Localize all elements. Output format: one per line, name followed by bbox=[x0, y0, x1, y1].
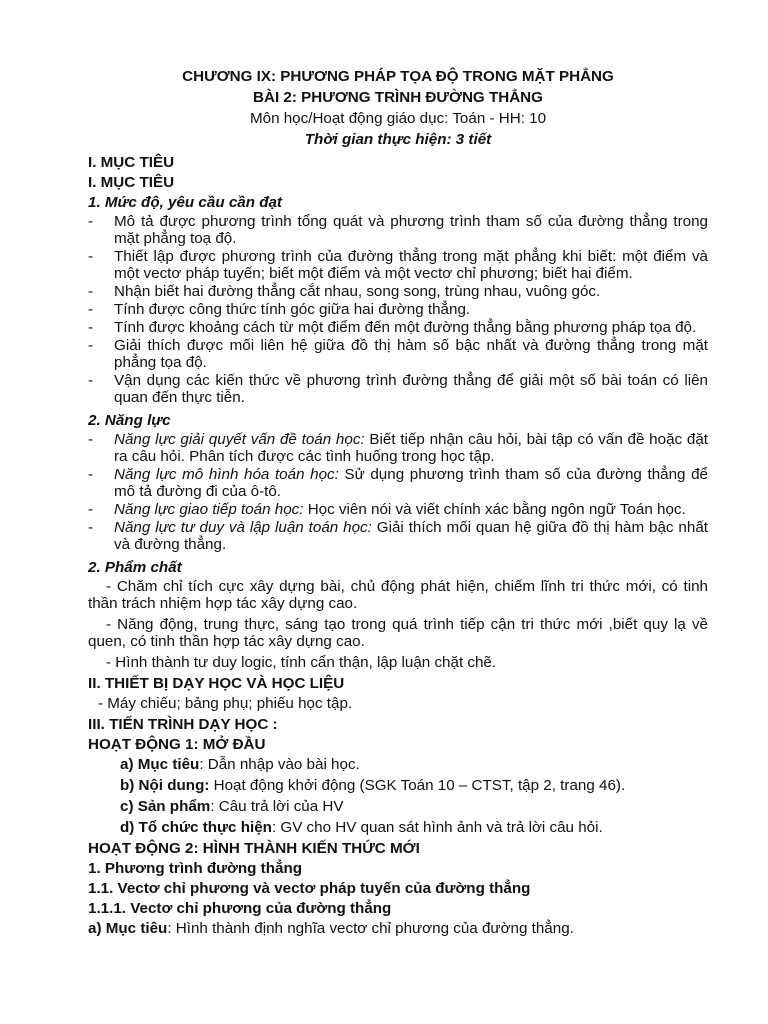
list-item bbox=[88, 466, 708, 500]
competencies-list bbox=[88, 431, 708, 553]
list-item: - Tính được công thức tính góc giữa hai đường thẳng. bbox=[88, 301, 708, 318]
chapter-title: CHƯƠNG IX: PHƯƠNG PHÁP TỌA ĐỘ TRONG MẶT PHẲNG bbox=[182, 68, 614, 85]
list-item: - Mô tả được phương trình tổng quát và phương trình tham số của đường thẳng trong mặt phẳng toạ độ. bbox=[88, 213, 708, 247]
duration-line: Thời gian thực hiện: 3 tiết bbox=[304, 131, 492, 148]
heading-direction-vector: 1.1.1. Vectơ chỉ phương của đường thẳng bbox=[88, 900, 392, 917]
subheading-competencies: 2. Năng lực bbox=[88, 412, 171, 429]
competency-desc: Sử dụng phương trình tham số của đường thẳng để mô tả đường đi của ô-tô. bbox=[114, 466, 708, 500]
subject-line: Môn học/Hoạt động giáo dục: Toán - HH: 10 bbox=[249, 110, 547, 127]
list-item bbox=[88, 431, 708, 465]
activity1-item bbox=[88, 777, 708, 794]
activity2-heading: HOẠT ĐỘNG 2: HÌNH THÀNH KIẾN THỨC MỚI bbox=[88, 840, 420, 857]
item-label: a) Mục tiêu bbox=[120, 756, 200, 773]
subheading-requirements: 1. Mức độ, yêu cầu cần đạt bbox=[88, 194, 282, 211]
competency-desc: Giải thích mối quan hệ giữa đồ thị hàm bậc nhất và đường thẳng. bbox=[114, 519, 708, 553]
competency-desc: Học viên nói và viết chính xác bằng ngôn ngữ Toán học. bbox=[303, 501, 686, 518]
list-item bbox=[88, 519, 708, 553]
quality-paragraph: - Năng động, trung thực, sáng tạo trong quá trình tiếp cận tri thức mới ,biết quy lạ về quen, có tinh thần hợp tác xây dựng cao. bbox=[88, 616, 708, 650]
section-heading-objectives: I. MỤC TIÊU bbox=[88, 154, 175, 171]
item-label: d) Tổ chức thực hiện bbox=[120, 819, 272, 836]
quality-paragraph: - Chăm chỉ tích cực xây dựng bài, chủ động phát hiện, chiếm lĩnh tri thức mới, có tinh thần trách nhiệm hợp tác xây dựng cao. bbox=[88, 578, 708, 612]
item-label: b) Nội dung: bbox=[120, 777, 210, 794]
activity1-item bbox=[88, 798, 708, 815]
activity1-item bbox=[88, 756, 708, 773]
subheading-qualities: 2. Phẩm chất bbox=[88, 559, 182, 576]
item-label: c) Sản phẩm bbox=[120, 798, 211, 815]
list-item: - Giải thích được mối liên hệ giữa đồ thị hàm số bậc nhất và đường thẳng trong mặt phẳng tọa độ. bbox=[88, 337, 708, 371]
section-heading-process: III. TIẾN TRÌNH DẠY HỌC : bbox=[88, 716, 278, 733]
activity1-heading: HOẠT ĐỘNG 1: MỞ ĐẦU bbox=[88, 736, 266, 753]
list-item: - Nhận biết hai đường thẳng cắt nhau, song song, trùng nhau, vuông góc. bbox=[88, 283, 708, 300]
goal-label: a) Mục tiêu bbox=[88, 920, 168, 937]
goals-list bbox=[88, 213, 708, 406]
item-text: Hoạt động khởi động (SGK Toán 10 – CTST, tập 2, trang 46). bbox=[209, 777, 626, 794]
item-text: : Dẫn nhập vào bài học. bbox=[199, 756, 360, 773]
competency-desc: Biết tiếp nhận câu hỏi, bài tập có vấn đề hoặc đặt ra câu hỏi. Phân tích được các tình huống trong học tập. bbox=[114, 431, 708, 465]
activity1-item bbox=[88, 819, 708, 836]
section-heading-equipment: II. THIẾT BỊ DẠY HỌC VÀ HỌC LIỆU bbox=[88, 675, 345, 692]
heading-line-equation: 1. Phương trình đường thẳng bbox=[88, 860, 303, 877]
competency-name: Năng lực giao tiếp toán học: bbox=[114, 501, 304, 518]
quality-paragraph: - Hình thành tư duy logic, tính cẩn thận, lập luận chặt chẽ. bbox=[106, 654, 497, 671]
equipment-item: - Máy chiếu; bảng phụ; phiếu học tập. bbox=[98, 695, 353, 712]
section-heading-objectives-repeat: I. MỤC TIÊU bbox=[88, 174, 175, 191]
competency-name: Năng lực giải quyết vấn đề toán học: bbox=[114, 431, 365, 448]
list-item: - Vận dụng các kiến thức về phương trình đường thẳng để giải một số bài toán có liên quan đến thực tiễn. bbox=[88, 372, 708, 406]
list-item bbox=[88, 501, 708, 518]
competency-name: Năng lực mô hình hóa toán học: bbox=[114, 466, 339, 483]
item-text: : GV cho HV quan sát hình ảnh và trả lời câu hỏi. bbox=[271, 819, 603, 836]
heading-direction-normal-vectors: 1.1. Vectơ chỉ phương và vectơ pháp tuyến của đường thẳng bbox=[88, 880, 531, 897]
list-item: - Tính được khoảng cách từ một điểm đến một đường thẳng bằng phương pháp tọa độ. bbox=[88, 319, 708, 336]
goal-text: : Hình thành định nghĩa vectơ chỉ phương của đường thẳng. bbox=[167, 920, 574, 937]
list-item: - Thiết lập được phương trình của đường thẳng trong mặt phẳng khi biết: một điểm và một vectơ pháp tuyến; biết một điểm và một vectơ chỉ phương; biết hai điểm. bbox=[88, 248, 708, 282]
lesson-title: BÀI 2: PHƯƠNG TRÌNH ĐƯỜNG THẲNG bbox=[253, 89, 543, 106]
competency-name: Năng lực tư duy và lập luận toán học: bbox=[114, 519, 372, 536]
item-text: : Câu trả lời của HV bbox=[210, 798, 344, 815]
activity2-goal bbox=[88, 920, 708, 937]
